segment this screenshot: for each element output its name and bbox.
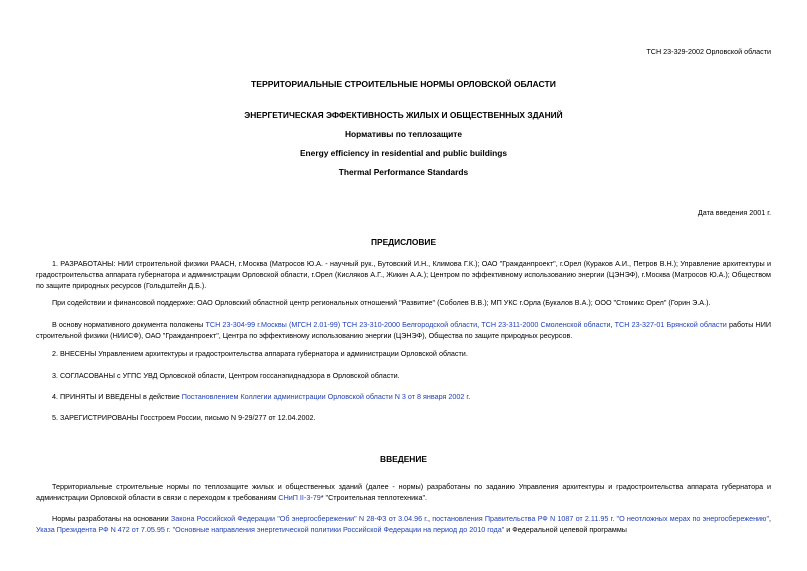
preface-paragraph-5: 3. СОГЛАСОВАНЫ с УГПС УВД Орловской области, Центром госсанэпиднадзора в Орловской области. [52, 371, 400, 380]
document-english-subtitle: Thermal Performance Standards [338, 167, 469, 177]
document-main-title: ТЕРРИТОРИАЛЬНЫЕ СТРОИТЕЛЬНЫЕ НОРМЫ ОРЛОВСКОЙ ОБЛАСТИ [251, 79, 556, 89]
paragraph-text: работы НИИ строительной физики (НИИСФ), ОАО "Гражданпроект", Центра по эффективному использованию энергии (ЦЭНЭФ), Общества по защите природных ресурсов. [36, 320, 772, 340]
document-subtitle: ЭНЕРГЕТИЧЕСКАЯ ЭФФЕКТИВНОСТЬ ЖИЛЫХ И ОБЩЕСТВЕННЫХ ЗДАНИЙ [244, 110, 563, 120]
preface-paragraph-6 [36, 391, 771, 402]
preface-paragraph-1: 1. РАЗРАБОТАНЫ: НИИ строительной физики РААСН, г.Москва (Матросов Ю.А. - научный рук., Бутовский И.Н., Климова Г.К.); ОАО "Гражданпроект", г.Орел (Кураков А.И., Петров В.Н.); Управление архитектуры и градостроительства аппарата губернатора и администрации Орловской области, г.Орел (Кисляков А.Г., Жикин А.А.); Центром по эффективному использованию энергии (ЦЭНЭФ), г.Москва (Матросов Ю.А.); Обществом по защите природных ресурсов (Гольдштейн Д.Б.). [36, 259, 771, 290]
separator-text: , [428, 514, 433, 523]
introduction-paragraph-2 [36, 513, 771, 535]
link-tsn-23-311-2000[interactable]: ТСН 23-311-2000 Смоленской области [481, 320, 611, 329]
introduction-date: Дата введения 2001 г. [697, 208, 771, 217]
paragraph-text: и Федеральной целевой программы [504, 525, 627, 534]
document-code: ТСН 23-329-2002 Орловской области [646, 47, 771, 56]
paragraph-text: * "Строительная теплотехника". [320, 493, 428, 502]
document-subtitle-2: Нормативы по теплозащите [344, 129, 462, 139]
separator-text: , [610, 320, 615, 329]
preface-paragraph-7: 5. ЗАРЕГИСТРИРОВАНЫ Госстроем России, письмо N 9-29/277 от 12.04.2002. [52, 413, 316, 422]
link-tsn-23-304-99[interactable]: ТСН 23-304-99 г.Москвы (МГСН 2.01-99) [205, 320, 341, 329]
document-english-title: Energy efficiency in residential and public buildings [299, 148, 508, 158]
preface-heading: ПРЕДИСЛОВИЕ [370, 237, 437, 247]
link-tsn-23-327-01[interactable]: ТСН 23-327-01 Брянской области [614, 320, 727, 329]
paragraph-text: . [468, 392, 471, 401]
link-postanovlenie-1087[interactable]: постановления Правительства РФ N 1087 от 2.11.95 г. "О неотложных мерах по энергосбережению" [432, 514, 769, 523]
separator-text: , [477, 320, 482, 329]
preface-paragraph-3 [36, 319, 771, 341]
introduction-heading: ВВЕДЕНИЕ [380, 454, 427, 464]
link-snip-ii-3-79[interactable]: СНиП II-3-79 [278, 493, 321, 502]
separator-text: , [769, 514, 771, 523]
link-ukaz-472[interactable]: Указа Президента РФ N 472 от 7.05.95 г. "Основные направления энергетической политики Российской Федерации на период до 2010 года" [36, 525, 505, 534]
paragraph-text: Нормы разработаны на основании [52, 514, 171, 523]
paragraph-text: 4. ПРИНЯТЫ И ВВЕДЕНЫ в действие [52, 392, 182, 401]
link-postanovlenie-kollegii[interactable]: Постановлением Коллегии администрации Орловской области N 3 от 8 января 2002 г [181, 392, 469, 401]
preface-paragraph-4: 2. ВНЕСЕНЫ Управлением архитектуры и градостроительства аппарата губернатора и администрации Орловской области. [52, 349, 468, 358]
introduction-paragraph-1 [36, 481, 771, 503]
paragraph-text: Территориальные строительные нормы по теплозащите жилых и общественных зданий (далее - нормы) разработаны по заданию Управления архитектуры и градостроительства аппарата губернатора и администрации Орловской области в связи с переходом к требованиям [36, 482, 771, 502]
paragraph-text: В основу нормативного документа положены [52, 320, 206, 329]
link-tsn-23-310-2000[interactable]: ТСН 23-310-2000 Белгородской области [342, 320, 478, 329]
preface-paragraph-2: При содействии и финансовой поддержке: ОАО Орловский областной центр региональных отношений "Развитие" (Соболев В.В.); МП УКС г.Орла (Букалов В.А.); ООО "Стомикс Орел" (Горин Э.А.). [52, 298, 711, 307]
link-zakon-ob-energosberezhenii[interactable]: Закона Российской Федерации "Об энергосбережении" N 28-ФЗ от 3.04.96 г. [170, 514, 429, 523]
